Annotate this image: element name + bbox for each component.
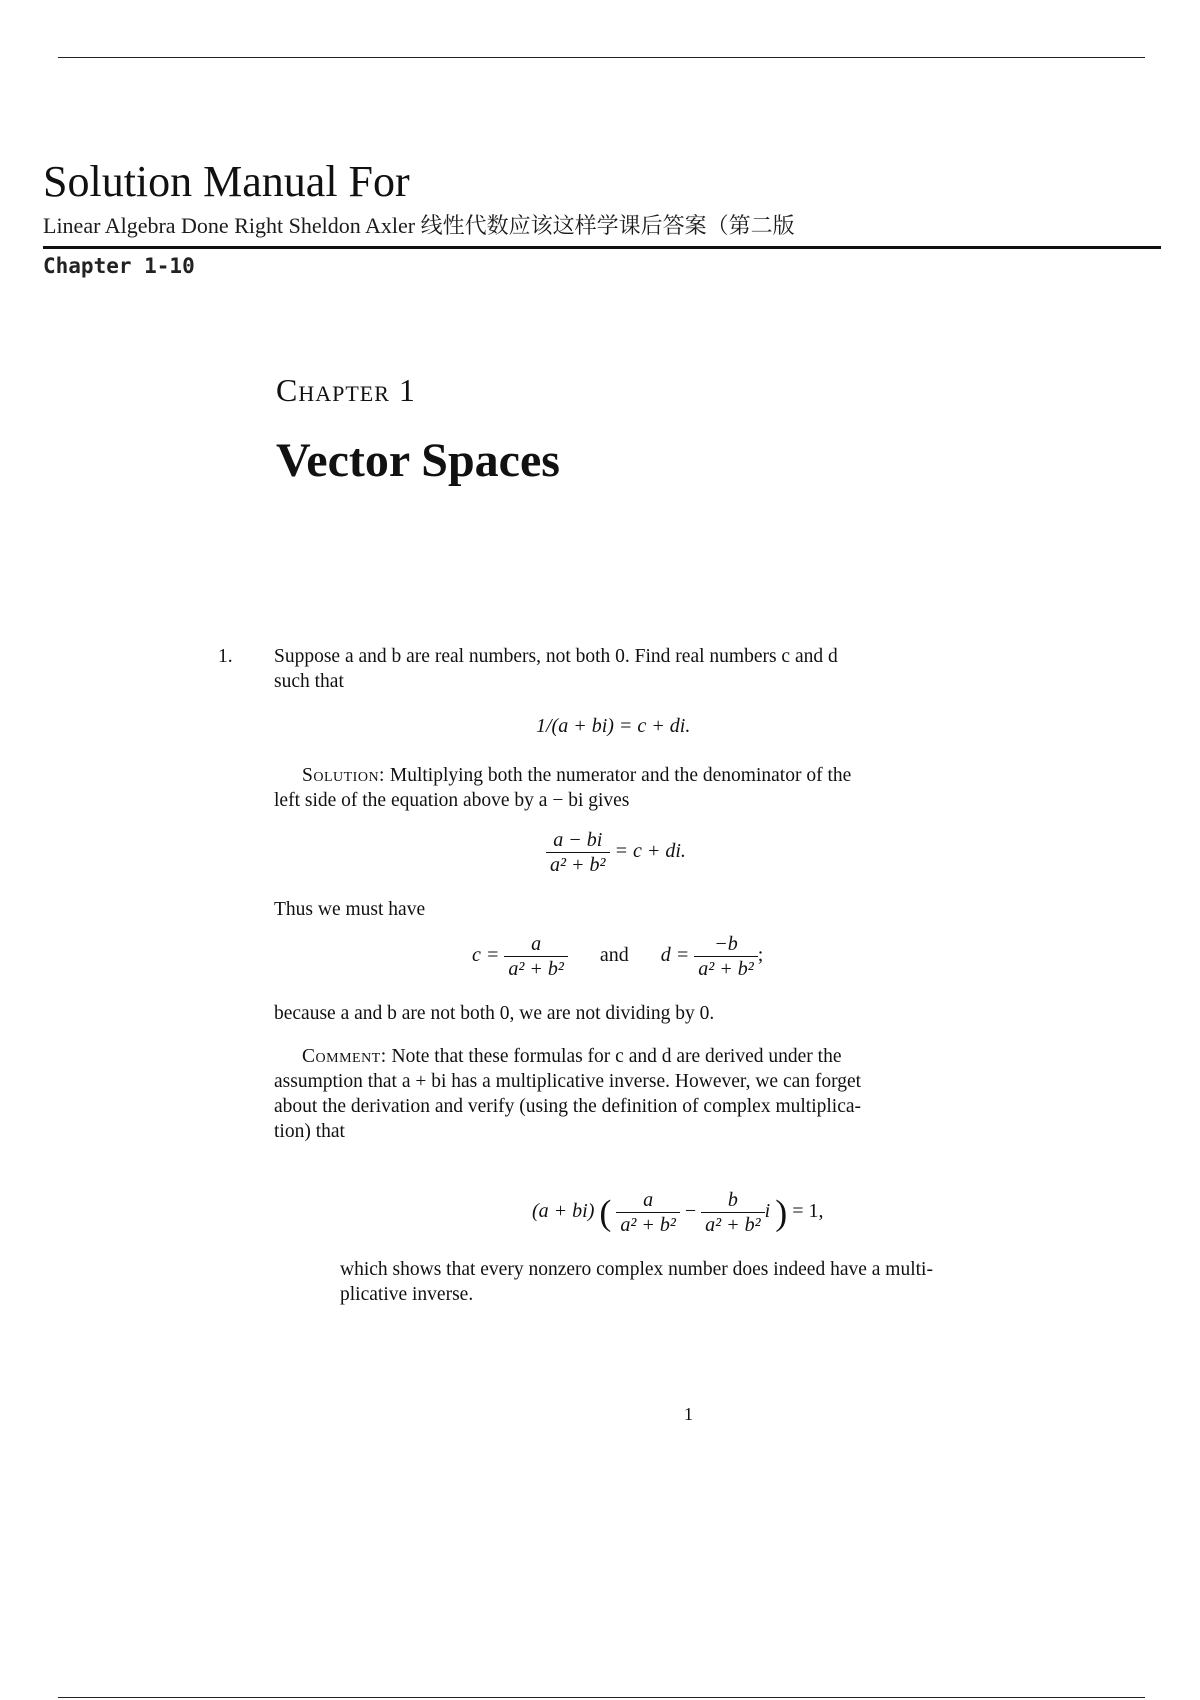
thus-line: Thus we must have — [274, 899, 426, 920]
equation-3-c-denominator: a² + b² — [504, 956, 568, 981]
equation-3-c-fraction — [504, 932, 568, 981]
comment-text-1: Note that these formulas for c and d are derived under the — [391, 1046, 842, 1067]
equation-3-c-numerator: a — [531, 933, 542, 955]
bottom-rule — [58, 1697, 1145, 1698]
equation-4 — [532, 1188, 824, 1237]
exercise-prompt-line2: such that — [274, 671, 344, 692]
equation-4-open-paren: ( — [599, 1192, 612, 1233]
solution-line2: left side of the equation above by a − bi gives — [274, 790, 630, 811]
equation-3-d: d = — [660, 944, 690, 967]
top-rule — [58, 57, 1145, 58]
equation-4-a-numerator: a — [643, 1189, 654, 1211]
comment-line1 — [302, 1044, 841, 1069]
equation-4-a-fraction — [616, 1188, 680, 1237]
header-rule — [43, 246, 1161, 249]
page-number: 1 — [684, 1404, 693, 1424]
equation-4-minus: − — [684, 1200, 697, 1223]
equation-3-c: c = — [472, 944, 500, 967]
manual-title: Solution Manual For — [43, 157, 410, 206]
equation-3-end: ; — [757, 944, 764, 967]
equation-3-d-denominator: a² + b² — [694, 956, 758, 981]
equation-2 — [546, 828, 686, 877]
because-line: because a and b are not both 0, we are not dividing by 0. — [274, 1003, 715, 1024]
equation-4-b-denominator: a² + b² — [701, 1212, 765, 1237]
equation-2-numerator: a − bi — [553, 829, 603, 851]
exercise-number: 1. — [218, 646, 233, 667]
comment-line2: assumption that a + bi has a multiplicative inverse. However, we can forget — [274, 1071, 862, 1092]
chapter-title: Vector Spaces — [276, 434, 560, 487]
chapter-label: Chapter 1 — [276, 372, 416, 408]
equation-3 — [472, 932, 763, 981]
equation-3-d-fraction — [694, 932, 758, 981]
equation-2-denominator: a² + b² — [546, 852, 610, 877]
solution-label: Solution: — [302, 765, 385, 786]
equation-4-rhs: = 1, — [792, 1200, 824, 1223]
closing-line2: plicative inverse. — [340, 1284, 474, 1305]
equation-4-close-paren: ) — [775, 1192, 788, 1233]
solution-text-1: Multiplying both the numerator and the denominator of the — [389, 765, 852, 786]
exercise-prompt-line1: Suppose a and b are real numbers, not both 0. Find real numbers c and d — [274, 646, 838, 667]
equation-3-d-numerator: −b — [714, 933, 738, 955]
equation-2-rhs: = c + di. — [614, 840, 686, 863]
equation-4-i: i — [764, 1200, 771, 1223]
chapter-range: Chapter 1-10 — [43, 254, 195, 278]
equation-4-b-fraction — [701, 1188, 765, 1237]
solution-line1 — [302, 763, 851, 788]
equation-1: 1/(a + bi) = c + di. — [536, 715, 691, 737]
comment-line3: about the derivation and verify (using the definition of complex multiplica- — [274, 1096, 862, 1117]
closing-line1: which shows that every nonzero complex number does indeed have a multi- — [340, 1259, 933, 1280]
equation-4-lhs: (a + bi) — [532, 1200, 595, 1223]
equation-3-and: and — [599, 944, 629, 967]
equation-2-fraction — [546, 828, 610, 877]
comment-line4: tion) that — [274, 1121, 345, 1142]
equation-4-a-denominator: a² + b² — [616, 1212, 680, 1237]
comment-label: Comment: — [302, 1046, 387, 1067]
manual-subtitle: Linear Algebra Done Right Sheldon Axler 线性代数应该这样学课后答案（第二版 — [43, 213, 795, 238]
equation-4-b-numerator: b — [727, 1189, 738, 1211]
